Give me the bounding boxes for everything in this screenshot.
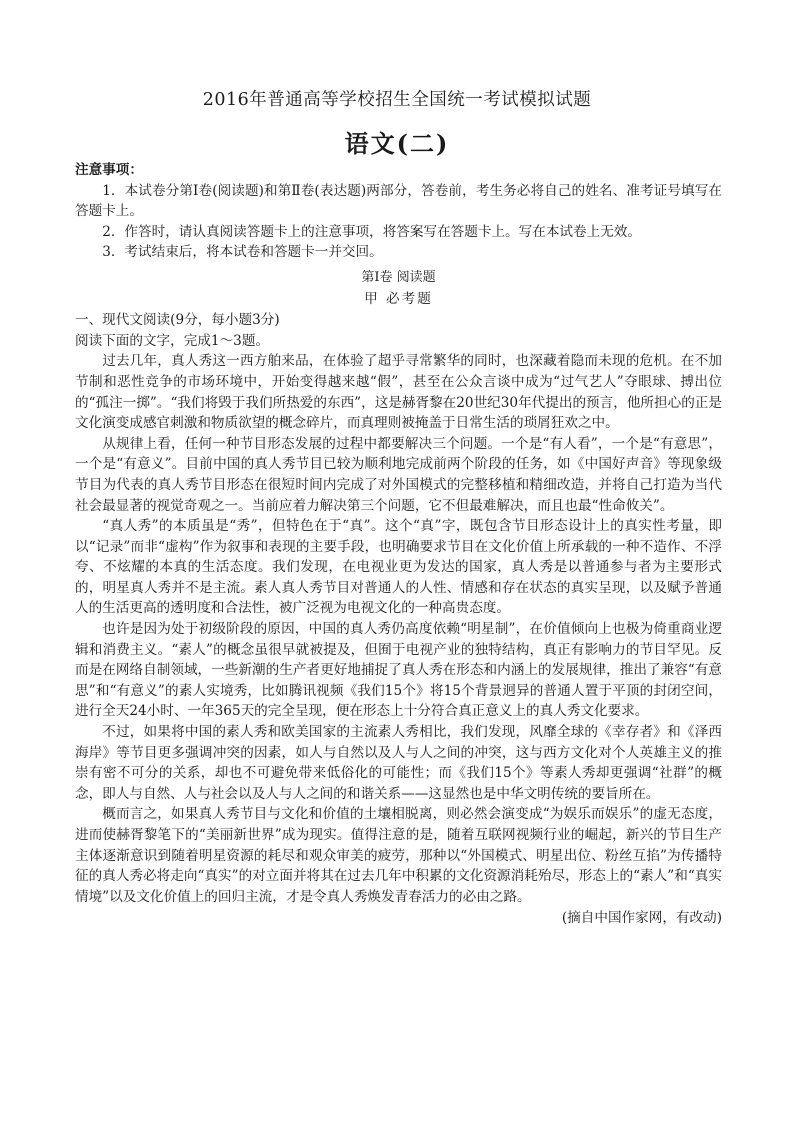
passage-paragraph-4: 也许是因为处于初级阶段的原因，中国的真人秀仍高度依赖“明星制”，在价值倾向上也极为倚重商业逻辑和消费主义。“素人”的概念虽很早就被提及，但囿于电视产业的独特结构，真正有影响力的节目罕见。反而是在网络自制领域，一些新潮的生产者更好地捕捉了真人秀在形态和内涵上的发展规律，推出了兼容“有意思”和“有意义”的素人实境秀，比如腾讯视频《我们15个》将15个背景迥异的普通人置于平顶的封闭空间，进行全天24小时、一年365天的完全呈现，便在形态上十分符合真正意义上的真人秀文化要求。: [75, 621, 722, 720]
question-heading: 一、现代文阅读(9分，每小题3分): [75, 312, 280, 329]
exam-title: 2016年普通高等学校招生全国统一考试模拟试题: [202, 90, 592, 110]
note-item-1: 1．本试卷分第Ⅰ卷(阅读题)和第Ⅱ卷(表达题)两部分，答卷前，考生务必将自己的姓名、准考证号填写在答题卡上。: [75, 182, 722, 220]
note-item-3: 3．考试结束后，将本试卷和答题卡一并交回。: [102, 244, 383, 261]
passage-source: (摘自中国作家网，有改动): [561, 910, 722, 927]
passage-paragraph-3: “真人秀”的本质虽是“秀”，但特色在于“真”。这个“真”字，既包含节目形态设计上的真实性考量，即以“记录”而非“虚构”作为叙事和表现的主要手段，也明确要求节目在文化价值上所承载的一种不造作、不浮夸、不炫耀的本真的生活态度。我们发现，在电视业更为发达的国家，真人秀是以普通参与者为主要形式的，明星真人秀并不是主流。素人真人秀节目对普通人的人性、情感和存在状态的真实呈现，以及赋予普通人的生活更高的透明度和合法性，被广泛视为电视文化的一种高贵态度。: [75, 518, 722, 617]
section-title: 甲 必考题: [364, 290, 433, 307]
passage-paragraph-1: 过去几年，真人秀这一西方舶来品，在体验了超乎寻常繁华的同时，也深藏着隐而未现的危机。在不加节制和恶性竞争的市场环境中，开始变得越来越“假”，甚至在公众言谈中成为“过气艺人”夺眼球、搏出位的“孤注一掷”。“我们将毁于我们所热爱的东西”，这是赫胥黎在20世纪30年代提出的预言，他所担心的正是文化演变成感官刺激和物质欲望的概念碎片，而真理则被掩盖于日常生活的琐屑狂欢之中。: [75, 353, 722, 432]
passage-paragraph-5: 不过，如果将中国的素人秀和欧美国家的主流素人秀相比，我们发现，风靡全球的《幸存者》和《泽西海岸》等节目更多强调冲突的因素，如人与自然以及人与人之间的冲突，这与西方文化对个人英雄主义的推崇有密不可分的关系，却也不可避免带来低俗化的可能性；而《我们15个》等素人秀却更强调“社群”的概念，即人与自然、人与社会以及人与人之间的和谐关系——这显然也是中华文明传统的要旨所在。: [75, 724, 722, 802]
subject-title: 语文(二): [344, 129, 450, 158]
passage-paragraph-2: 从规律上看，任何一种节目形态发展的过程中都要解决三个问题。一个是“有人看”，一个是“有意思”，一个是“有意义”。目前中国的真人秀节目已较为顺利地完成前两个阶段的任务，如《中国好声音》等现象级节目为代表的真人秀节目形态在很短时间内完成了对外国模式的完整移植和精细改造，并将自己打造为当代社会最显著的视觉奇观之一。当前应着力解决第三个问题，它不但最难解决，而且也最“性命攸关”。: [75, 435, 722, 514]
notes-label: 注意事项：: [75, 162, 143, 178]
passage-paragraph-6: 概而言之，如果真人秀节目与文化和价值的土壤相脱离，则必然会演变成“为娱乐而娱乐”的虚无态度，进而使赫胥黎笔下的“美丽新世界”成为现实。值得注意的是，随着互联网视频行业的崛起，新兴的节目生产主体逐渐意识到随着明星资源的耗尽和观众审美的疲劳，那种以“外国模式、明星出位、粉丝互掐”为传播特征的真人秀必将走向“真实”的对立面并将其在过去几年中积累的文化资源消耗殆尽，形态上的“素人”和“真实情境”以及文化价值上的回归主流，才是令真人秀焕发青春活力的必由之路。: [75, 806, 722, 905]
page-content: [75, 160, 722, 929]
note-item-2: 2．作答时，请认真阅读答题卡上的注意事项，将答案写在答题卡上。写在本试卷上无效。: [102, 223, 641, 240]
volume-title: 第Ⅰ卷 阅读题: [361, 269, 436, 285]
question-instruction: 阅读下面的文字，完成1～3题。: [75, 332, 270, 349]
